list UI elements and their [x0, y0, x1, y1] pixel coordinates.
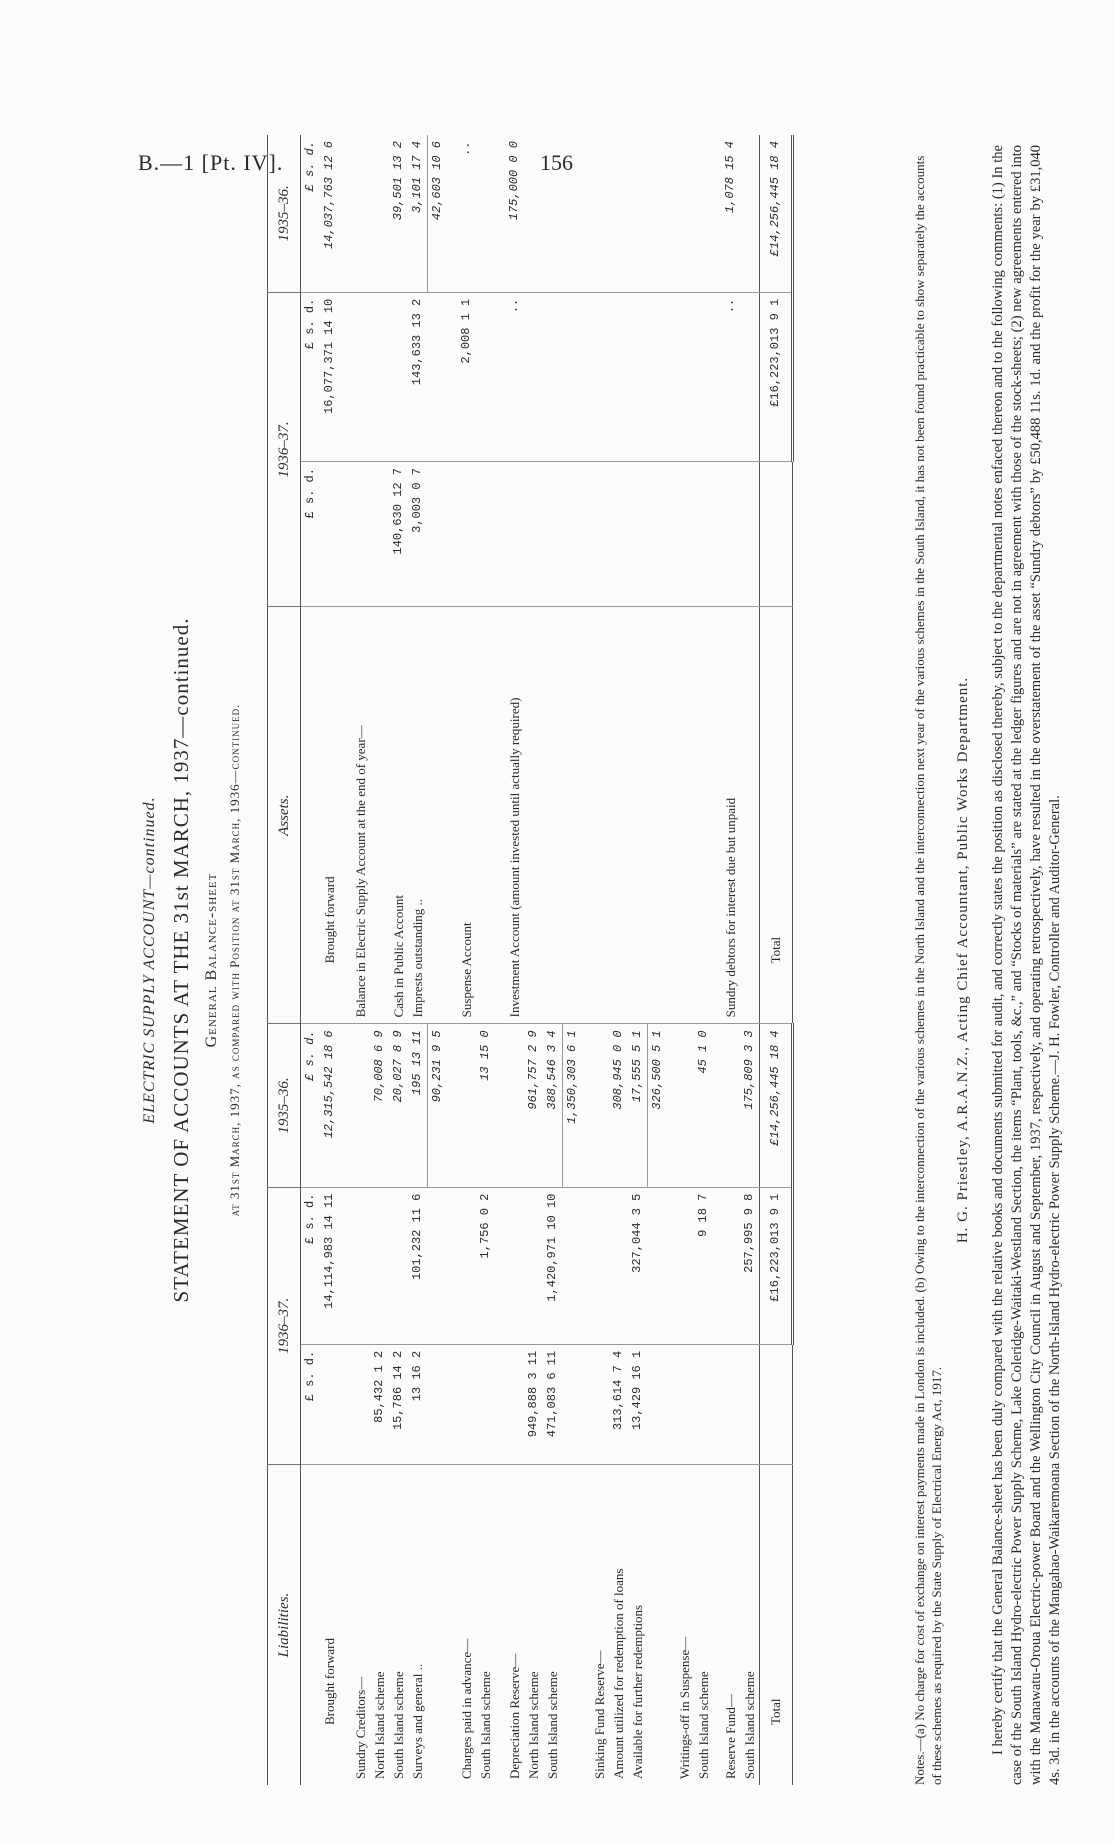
table-row — [713, 135, 740, 1785]
row-label: Imprests outstanding .. — [408, 607, 428, 1024]
row-label: South Island scheme — [742, 1671, 757, 1779]
row-label: North Island scheme — [526, 1671, 541, 1779]
table-row — [408, 135, 428, 1785]
table-row — [320, 135, 339, 1785]
table-row — [389, 135, 408, 1785]
table-row — [667, 135, 694, 1785]
value: 85,432 1 2 — [370, 1344, 389, 1464]
value: 949,888 3 11 — [524, 1344, 543, 1464]
col-1935-36: 1935–36. — [268, 1024, 301, 1187]
row-label: South Island scheme — [545, 1671, 560, 1779]
value: 1,350,303 6 1 — [563, 1024, 583, 1187]
page-number: 156 — [540, 150, 573, 175]
row-label: Sinking Fund Reserve— — [592, 1650, 607, 1779]
col-assets: Assets. — [268, 607, 301, 1024]
value: 471,083 6 11 — [543, 1344, 563, 1464]
value: .. — [495, 292, 524, 461]
total-value: £14,256,445 18 4 — [760, 1024, 793, 1187]
row-label: South Island scheme — [696, 1671, 711, 1779]
total-value: £16,223,013 9 1 — [760, 292, 793, 461]
row-label: Brought forward — [320, 607, 339, 1024]
value: 140,630 12 7 — [389, 462, 408, 607]
value: 13,429 16 1 — [628, 1344, 648, 1464]
value: 3,003 0 7 — [408, 462, 428, 607]
lsd-label: £ s. d. — [301, 1344, 321, 1464]
lsd-label: £ s. d. — [301, 1024, 321, 1187]
total-value: £16,223,013 9 1 — [760, 1187, 793, 1344]
table-row — [628, 135, 648, 1785]
table-row — [648, 135, 668, 1785]
note-a: Notes.—(a) No charge for cost of exchange on interest payments made in London is included. — [912, 1295, 927, 1785]
value: 13 15 0 — [476, 1024, 495, 1187]
table-row — [563, 135, 583, 1785]
row-label: Suspense Account — [447, 607, 476, 1024]
account-title: ELECTRIC SUPPLY ACCOUNT—continued. — [141, 796, 158, 1124]
value: 16,077,371 14 10 — [320, 292, 339, 461]
lsd-label: £ s. d. — [301, 462, 321, 607]
value: 961,757 2 9 — [524, 1024, 543, 1187]
row-label: Charges paid in advance— — [459, 1638, 474, 1779]
value: 327,044 3 5 — [628, 1187, 648, 1344]
value: 308,945 0 0 — [609, 1024, 628, 1187]
col-liabilities: Liabilities. — [268, 1465, 301, 1785]
value: .. — [713, 292, 740, 461]
table-row — [495, 135, 524, 1785]
row-label: Sundry debtors for interest due but unpaid — [713, 607, 760, 1024]
row-label: South Island scheme — [391, 1671, 406, 1779]
value: 313,614 7 4 — [609, 1344, 628, 1464]
page-reference: B.—1 [Pt. IV]. — [138, 150, 284, 175]
row-label: Depreciation Reserve— — [507, 1653, 522, 1779]
value: 45 1 0 — [694, 1024, 713, 1187]
value: 3,101 17 4 — [408, 135, 428, 292]
value: 12,315,542 18 6 — [320, 1024, 339, 1187]
row-label: Cash in Public Account — [389, 607, 408, 1024]
value: 13 16 2 — [408, 1344, 428, 1464]
lsd-label: £ s. d. — [301, 292, 321, 461]
balance-sheet-table — [267, 135, 794, 1785]
rotated-balance-sheet — [135, 135, 1063, 1785]
table-row — [476, 135, 495, 1785]
value: 2,008 1 1 — [447, 292, 476, 461]
row-label: Writings-off in Suspense— — [677, 1636, 692, 1779]
table-row — [339, 135, 370, 1785]
value: 20,027 8 9 — [389, 1024, 408, 1187]
value: 388,546 3 4 — [543, 1024, 563, 1187]
notes — [911, 145, 945, 1785]
row-label: Investment Account (amount invested until actually required) — [495, 607, 543, 1024]
value: 101,232 11 6 — [408, 1187, 428, 1344]
value: 1,078 15 4 — [713, 135, 740, 292]
value: 175,809 3 3 — [740, 1024, 760, 1187]
col-assets-1935-36: 1935–36. — [268, 135, 301, 292]
row-label: Brought forward — [322, 1637, 337, 1725]
row-label: Sundry Creditors— — [353, 1676, 368, 1779]
value: 90,231 9 5 — [428, 1024, 448, 1187]
value: 143,633 13 2 — [408, 292, 428, 461]
value: 195 13 11 — [408, 1024, 428, 1187]
table-row — [301, 135, 321, 1785]
lsd-label: £ s. d. — [301, 135, 321, 292]
sheet-title: General Balance-sheet — [203, 872, 220, 1048]
row-label: Reserve Fund— — [723, 1694, 738, 1779]
value: 257,995 9 8 — [740, 1187, 760, 1344]
table-row — [694, 135, 713, 1785]
row-label: South Island scheme — [478, 1671, 493, 1779]
value: 17,555 5 1 — [628, 1024, 648, 1187]
table-row — [428, 135, 448, 1785]
total-label: Total — [760, 1465, 793, 1785]
value: 1,420,971 10 10 — [543, 1187, 563, 1344]
value: .. — [447, 135, 476, 292]
audit-certificate: I hereby certify that the General Balance-sheet has been duly compared with the relative books and documents submitted for audit, and correctly states the position as disclosed thereby, subject to the departmental notes enfaced thereon and to the following comments: (1) In the case of the South Island Hydro-electric Power Supply Scheme, Lake Coleridge-Waitaki-Westland Section, the items “Plant, tools, &c.,” and “Stocks of materials” are stated at the ledger figures and are not in agreement with those of the stock-sheets; (2) new agreements entered into with the Manawatu-Oroua Electric-power Board and the Wellington City Council in August and September, 1937, respectively, and operating retrospectively, have resulted in the overstatement of the asset “Sundry debtors” by £50,488 11s. 1d. and the profit for the year by £31,040 4s. 3d. in the accounts of the Mangahao-Waikaremoana Section of the North-Island Hydro-electric Power Supply Scheme.—J. H. Fowler, Controller and Auditor-General. — [990, 145, 1063, 1785]
col-1936-37: 1936–37. — [268, 1187, 301, 1464]
totals-row — [760, 135, 793, 1785]
row-label: Balance in Electric Supply Account at the end of year— — [339, 607, 389, 1024]
value: 1,756 0 2 — [476, 1187, 495, 1344]
value: 42,603 10 6 — [428, 135, 448, 292]
table-row — [609, 135, 628, 1785]
row-label: North Island scheme — [372, 1671, 387, 1779]
total-value: £14,256,445 18 4 — [760, 135, 793, 292]
lsd-label: £ s. d. — [301, 1187, 321, 1344]
table-header-row — [268, 135, 301, 1785]
value: 39,501 13 2 — [389, 135, 408, 292]
value: 175,000 0 0 — [495, 135, 524, 292]
table-row — [543, 135, 563, 1785]
note-b: (b) Owing to the interconnection of the various schemes in the North Island and the interconnection next year of the various schemes in the South Island, it has not been found practicable to show separately the accounts of these schemes as required by the State Supply of Electrical Energy Act, 1917. — [912, 155, 944, 1785]
value: 14,037,763 12 6 — [320, 135, 339, 292]
table-row — [582, 135, 609, 1785]
value: 9 18 7 — [694, 1187, 713, 1344]
signature: H. G. Priestley, A.R.A.N.Z., Acting Chief Accountant, Public Works Department. — [955, 676, 971, 1244]
table-row — [447, 135, 476, 1785]
row-label: Available for further redemptions — [630, 1604, 645, 1779]
sheet-subtitle: at 31st March, 1937, as compared with Position at 31st March, 1936—continued. — [227, 703, 242, 1217]
col-assets-1936-37: 1936–37. — [268, 292, 301, 606]
value: 70,008 6 9 — [370, 1024, 389, 1187]
value: 326,500 5 1 — [648, 1024, 668, 1187]
value: 14,114,983 14 11 — [320, 1187, 339, 1344]
row-label: Surveys and general .. — [410, 1663, 425, 1779]
value: 15,786 14 2 — [389, 1344, 408, 1464]
statement-title: STATEMENT OF ACCOUNTS AT THE 31st MARCH, 1937—continued. — [169, 617, 193, 1303]
row-label: Amount utilized for redemption of loans — [611, 1568, 626, 1779]
total-label: Total — [760, 607, 793, 1024]
